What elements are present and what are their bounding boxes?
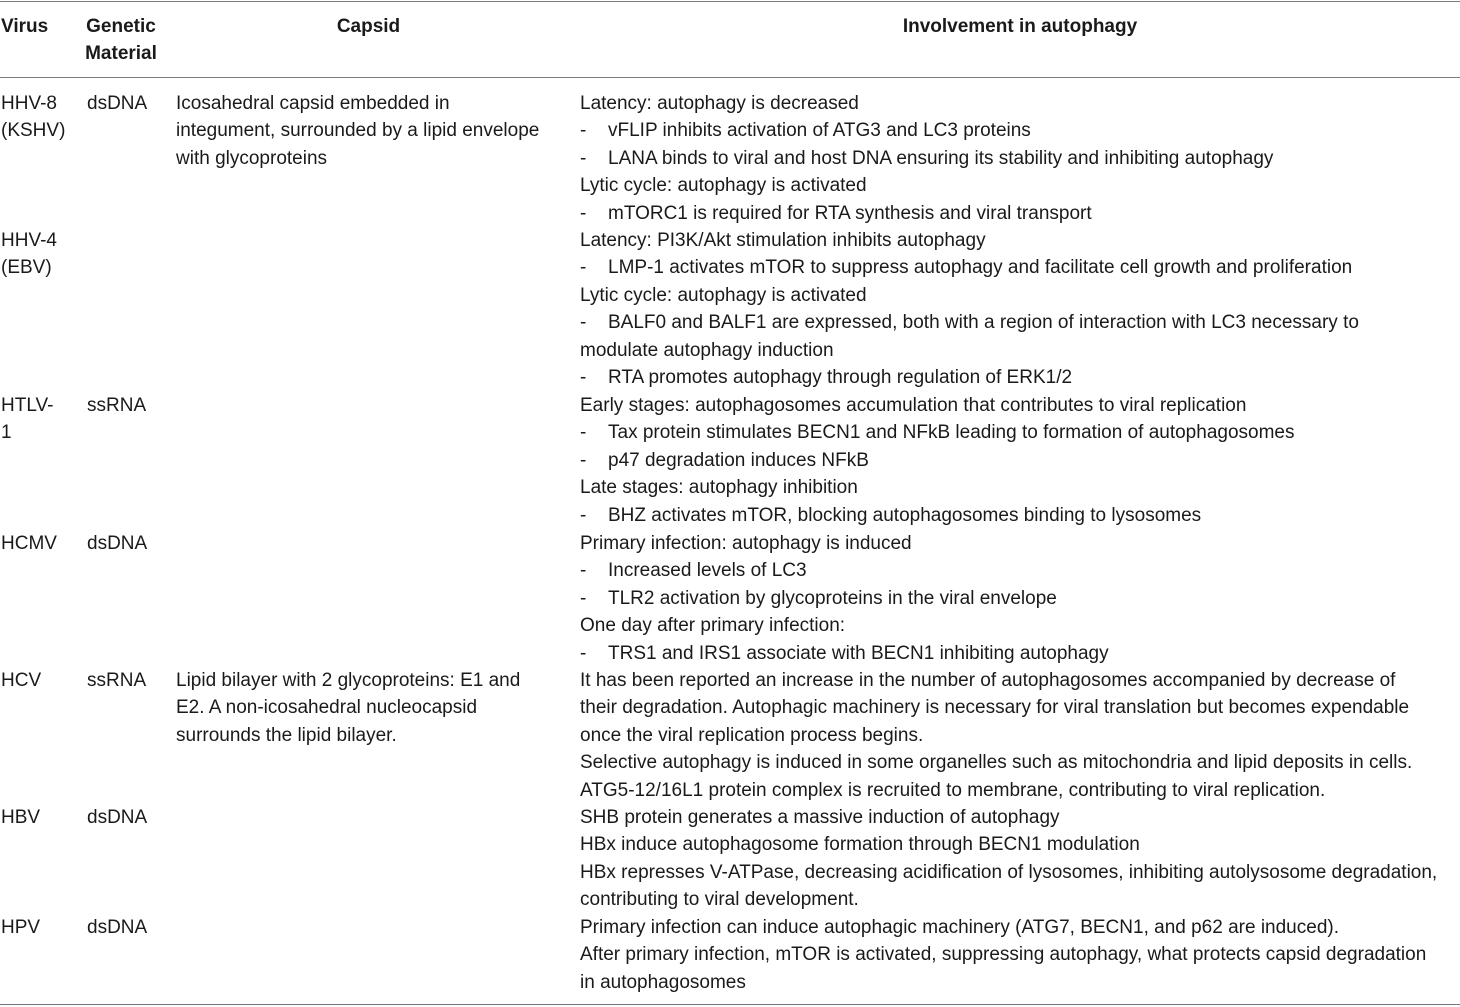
dash-bullet-icon: - [580,257,587,279]
autophagy-bullet-line [580,254,1460,281]
virus-cell [1,227,71,282]
autophagy-text: HBx induce autophagosome formation through BECN1 modulation [580,834,1140,856]
autophagy-cell [580,392,1460,529]
autophagy-text: Latency: autophagy is decreased [580,93,859,114]
autophagy-cell [580,90,1460,227]
virus-name-line: (EBV) [1,257,52,279]
autophagy-line [580,282,1460,309]
autophagy-text: Early stages: autophagosomes accumulation that contributes to viral replication [580,395,1247,416]
autophagy-text: mTORC1 is required for RTA synthesis and viral transport [608,202,1092,224]
autophagy-line [580,172,1460,199]
virus-name-line: HPV [1,917,41,938]
autophagy-text: Lytic cycle: autophagy is activated [580,284,867,306]
autophagy-text: modulate autophagy induction [580,339,834,361]
autophagy-text: After primary infection, mTOR is activated, suppressing autophagy, what protects capsid degradation [580,944,1427,966]
header-genetic-material [80,13,162,67]
virus-name-line: 1 [1,422,12,444]
autophagy-line [580,530,1460,557]
genetic-material-cell: dsDNA [87,917,148,938]
autophagy-line [580,859,1460,886]
autophagy-bullet-line [580,200,1460,227]
header-capsid: Capsid [336,16,401,37]
autophagy-text: once the viral replication process begins. [580,724,924,746]
autophagy-text: LMP-1 activates mTOR to suppress autophagy and facilitate cell growth and proliferation [608,257,1353,279]
header-genetic-line2: Material [85,43,157,64]
virus-name-line: HHV-8 [1,93,57,114]
autophagy-text: Tax protein stimulates BECN1 and NFkB leading to formation of autophagosomes [608,422,1295,444]
capsid-line: E2. A non-icosahedral nucleocapsid [176,697,478,719]
virus-cell [1,90,71,145]
autophagy-cell [580,530,1460,667]
autophagy-text: their degradation. Autophagic machinery is necessary for viral translation but becomes expendable [580,697,1410,719]
autophagy-line [580,90,1460,117]
virus-cell [1,804,71,831]
virus-cell [1,530,71,557]
dash-bullet-icon: - [580,642,587,664]
autophagy-text: HBx represses V-ATPase, decreasing acidification of lysosomes, inhibiting autolysosome degradation, [580,861,1438,883]
dash-bullet-icon: - [580,202,587,224]
autophagy-text: RTA promotes autophagy through regulation of ERK1/2 [608,367,1073,389]
autophagy-bullet-line [580,145,1460,172]
autophagy-bullet-line [580,447,1460,474]
top-rule [0,1,1460,2]
dash-bullet-icon: - [580,422,587,444]
dash-bullet-icon: - [580,367,587,389]
dash-bullet-icon: - [580,560,587,582]
autophagy-cell [580,914,1460,996]
autophagy-text: in autophagosomes [580,971,746,993]
autophagy-text: contributing to viral development. [580,889,859,911]
capsid-line: Lipid bilayer with 2 glycoproteins: E1 and [176,670,521,691]
virus-name-line: HCMV [1,533,57,554]
capsid-line: integument, surrounded by a lipid envelope [176,120,540,142]
genetic-material-cell: dsDNA [87,533,148,554]
autophagy-text: Late stages: autophagy inhibition [580,477,858,499]
virus-name-line: HTLV- [1,395,54,416]
autophagy-line [580,969,1460,996]
header-genetic-line1: Genetic [86,16,156,37]
autophagy-line [580,941,1460,968]
autophagy-text: BALF0 and BALF1 are expressed, both with a region of interaction with LC3 necessary to [608,312,1359,334]
autophagy-bullet-line [580,309,1460,336]
capsid-line: Icosahedral capsid embedded in [176,93,450,114]
virus-cell [1,392,71,447]
autophagy-bullet-line [580,640,1460,667]
autophagy-text: p47 degradation induces NFkB [608,449,869,471]
virus-name-line: (KSHV) [1,120,66,142]
autophagy-text: Latency: PI3K/Akt stimulation inhibits autophagy [580,230,986,251]
autophagy-line [580,804,1460,831]
bottom-rule [0,1004,1460,1005]
dash-bullet-icon: - [580,147,587,169]
autophagy-text: TLR2 activation by glycoproteins in the viral envelope [608,587,1057,609]
autophagy-line [580,337,1460,364]
dash-bullet-icon: - [580,587,587,609]
dash-bullet-icon: - [580,504,587,526]
header-autophagy: Involvement in autophagy [902,16,1138,37]
genetic-material-cell: ssRNA [87,670,147,691]
dash-bullet-icon: - [580,449,587,471]
autophagy-line [580,667,1460,694]
virus-name-line: HBV [1,807,41,828]
autophagy-line [580,392,1460,419]
header-virus: Virus [1,16,49,37]
virus-cell [1,914,71,941]
virus-name-line: HHV-4 [1,230,57,251]
autophagy-line [580,831,1460,858]
autophagy-bullet-line [580,557,1460,584]
autophagy-bullet-line [580,502,1460,529]
autophagy-line [580,749,1460,776]
genetic-material-cell: dsDNA [87,807,148,828]
virus-cell [1,667,71,694]
capsid-cell [176,667,561,749]
autophagy-line [580,694,1460,721]
autophagy-text: BHZ activates mTOR, blocking autophagosomes binding to lysosomes [608,504,1202,526]
autophagy-bullet-line [580,364,1460,391]
capsid-line: with glycoproteins [176,147,328,169]
autophagy-line [580,474,1460,501]
autophagy-cell [580,804,1460,914]
dash-bullet-icon: - [580,120,587,142]
autophagy-line [580,722,1460,749]
autophagy-text: Increased levels of LC3 [608,560,807,582]
autophagy-text: One day after primary infection: [580,615,846,637]
autophagy-line [580,777,1460,804]
autophagy-bullet-line [580,585,1460,612]
autophagy-text: SHB protein generates a massive induction of autophagy [580,807,1060,828]
header-rule [0,77,1460,78]
capsid-line: surrounds the lipid bilayer. [176,724,397,746]
autophagy-line [580,886,1460,913]
autophagy-line [580,914,1460,941]
capsid-cell [176,90,561,172]
autophagy-cell [580,667,1460,804]
autophagy-line [580,227,1460,254]
autophagy-bullet-line [580,117,1460,144]
autophagy-text: It has been reported an increase in the number of autophagosomes accompanied by decrease of [580,670,1396,691]
autophagy-text: Primary infection can induce autophagic machinery (ATG7, BECN1, and p62 are induced). [580,917,1339,938]
autophagy-text: ATG5-12/16L1 protein complex is recruited to membrane, contributing to viral replication. [580,779,1326,801]
autophagy-text: vFLIP inhibits activation of ATG3 and LC3 proteins [608,120,1031,142]
autophagy-line [580,612,1460,639]
autophagy-text: Lytic cycle: autophagy is activated [580,175,867,197]
autophagy-text: Selective autophagy is induced in some organelles such as mitochondria and lipid deposits in cells. [580,752,1413,774]
autophagy-text: LANA binds to viral and host DNA ensuring its stability and inhibiting autophagy [608,147,1274,169]
autophagy-cell [580,227,1460,391]
autophagy-text: TRS1 and IRS1 associate with BECN1 inhibiting autophagy [608,642,1109,664]
autophagy-bullet-line [580,419,1460,446]
genetic-material-cell: dsDNA [87,93,148,114]
genetic-material-cell: ssRNA [87,395,147,416]
dash-bullet-icon: - [580,312,587,334]
virus-name-line: HCV [1,670,42,691]
autophagy-text: Primary infection: autophagy is induced [580,533,912,554]
